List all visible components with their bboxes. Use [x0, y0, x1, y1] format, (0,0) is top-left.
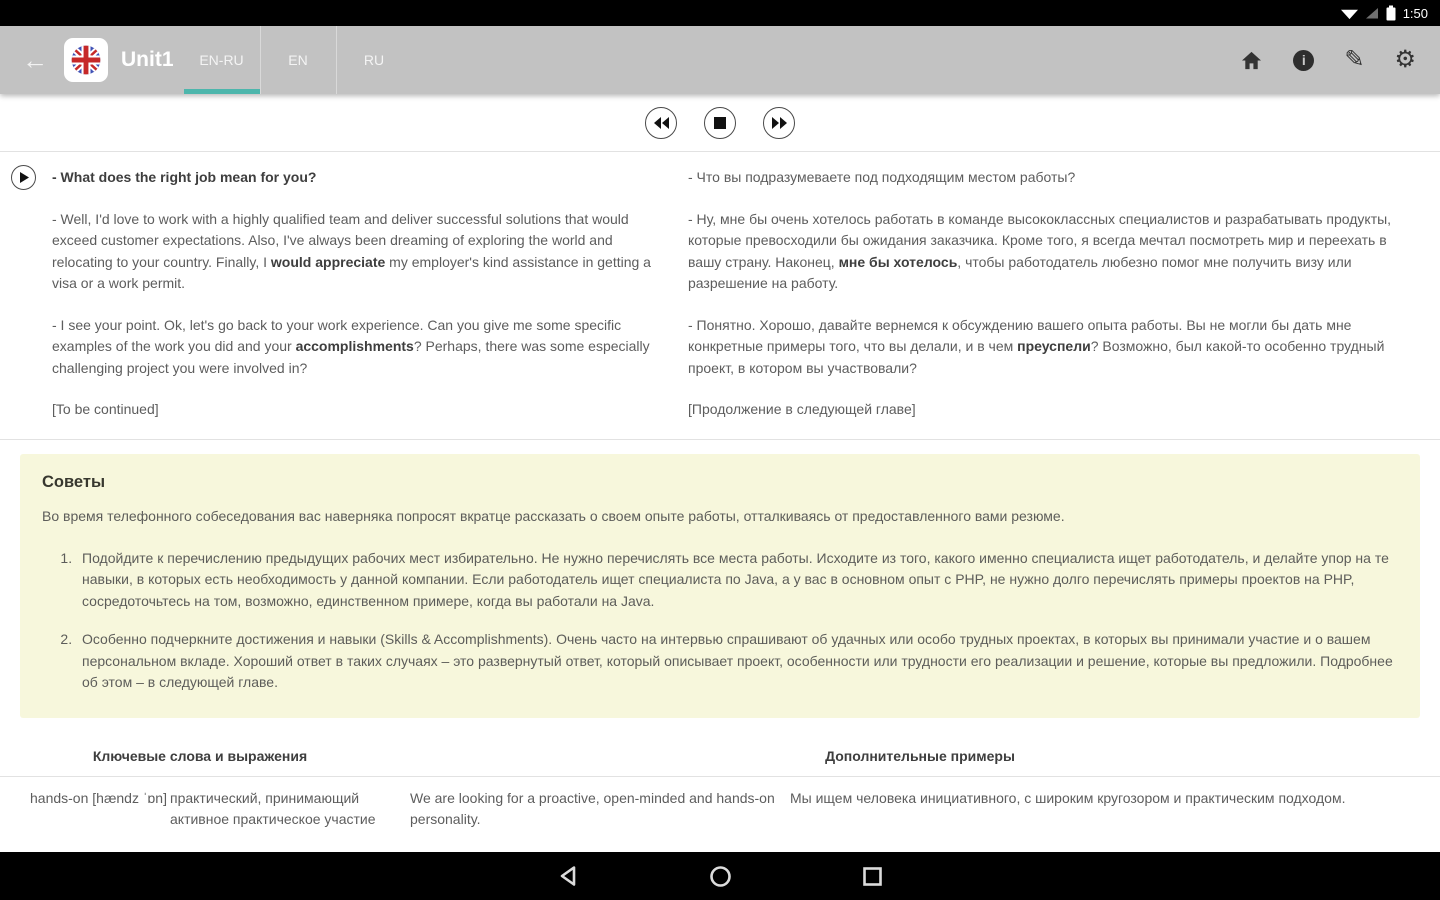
vocab-header-examples: Дополнительные примеры — [825, 747, 1015, 764]
question2-ru-keyword: преуспели — [1017, 338, 1091, 354]
dialogue-question-en: - What does the right job mean for you? — [52, 169, 317, 185]
wifi-icon — [1341, 6, 1358, 20]
tab-en[interactable] — [260, 26, 336, 94]
to-be-continued-en: [To be continued] — [52, 401, 159, 417]
answer-ru-text-end: , чтобы работодатель любезно помог мне получить визу или разрешение на работу. — [688, 253, 1352, 291]
table-row — [0, 777, 1440, 841]
dialogue-question2-en — [52, 315, 664, 380]
android-nav-bar — [0, 852, 1440, 900]
dialogue-grid — [52, 167, 1410, 421]
android-back-button[interactable] — [548, 865, 588, 887]
android-home-button[interactable] — [700, 865, 740, 888]
tab-en-ru[interactable] — [184, 26, 260, 94]
fast-forward-button[interactable] — [763, 107, 795, 139]
android-home-icon — [709, 865, 732, 888]
status-bar — [0, 0, 1440, 26]
play-icon — [19, 172, 29, 183]
tab-en-ru-label: EN-RU — [199, 52, 244, 68]
vocab-term: hands-on [hændz ˈɒn] — [30, 789, 167, 806]
vocab-example-en: We are looking for a proactive, open-minded and hands-on personality. — [410, 789, 775, 827]
tips-box — [20, 454, 1420, 718]
answer-ru-text: - Ну, мне бы очень хотелось работать в команде высококлассных специалистов и разрабатывать продукты, которые превосходили бы ожидания заказчика. Кроме того, я всегда мечтал посмотреть мир и переехать в вашу страну. Наконец, — [688, 210, 1392, 270]
vocab-translation: практический, принимающий активное практическое участие — [170, 789, 376, 827]
audio-player-controls — [0, 94, 1440, 151]
vocab-header-keywords: Ключевые слова и выражения — [92, 747, 308, 764]
answer-ru-keyword: мне бы хотелось — [838, 253, 958, 270]
question2-ru-text-end: ? Возможно, был какой-то особенно трудный проект, в котором вы участвовали? — [688, 338, 1385, 376]
divider — [0, 439, 1440, 440]
answer-en-text-end: my employer's kind assistance in getting a visa or a work permit. — [52, 253, 651, 291]
dialogue-answer-en — [52, 209, 664, 295]
android-recents-icon — [862, 866, 883, 887]
stop-button[interactable] — [704, 107, 736, 139]
battery-icon — [1386, 5, 1396, 21]
question2-en-keyword: accomplishments — [295, 338, 414, 354]
info-icon[interactable] — [1293, 50, 1314, 71]
app-toolbar — [0, 26, 1440, 94]
tab-en-label: EN — [288, 52, 308, 68]
fast-forward-icon — [772, 117, 787, 129]
app-logo — [64, 38, 108, 82]
page-title: Unit1 — [121, 48, 174, 71]
dialogue-question-ru: - Что вы подразумеваете под подходящим местом работы? — [688, 169, 1076, 185]
stop-icon — [714, 117, 726, 129]
tips-title: Советы — [42, 472, 106, 491]
settings-gear-icon[interactable]: ⚙ — [1394, 46, 1416, 73]
cellular-signal-icon — [1365, 7, 1379, 20]
tips-list — [34, 548, 1398, 694]
language-tabs — [184, 26, 412, 94]
to-be-continued-ru: [Продолжение в следующей главе] — [688, 401, 916, 417]
dialogue-section — [0, 152, 1440, 439]
vocabulary-header-row — [0, 738, 1440, 777]
back-arrow-icon[interactable]: ← — [22, 45, 48, 75]
tips-intro: Во время телефонного собеседования вас наверняка попросят вкратце рассказать о своем опыте работы, отталкиваясь от предоставленного вами резюме. — [42, 508, 1065, 524]
vocab-example-ru: Мы ищем человека инициативного, с широким кругозором и практическим подходом. — [790, 789, 1346, 806]
rewind-icon — [654, 117, 669, 129]
android-back-icon — [558, 865, 578, 887]
question2-ru-text: - Понятно. Хорошо, давайте вернемся к обсуждению вашего опыта работы. Вы не могли бы дать мне конкретные примеры того, что вы делали, и в чем — [688, 316, 1352, 354]
dialogue-question2-ru — [688, 315, 1410, 380]
vocabulary-table — [0, 738, 1440, 841]
android-recents-button[interactable] — [852, 866, 892, 887]
lesson-content — [0, 94, 1440, 852]
answer-en-keyword: would appreciate — [270, 253, 386, 270]
tips-item-2: 2. Особенно подчеркните достижения и навыки (Skills & Accomplishments). Очень часто на интервью спрашивают об удачных или особо трудных проектах, в которых вы принимали участие и о вашем персональном вкладе. Хороший ответ в таких случаях – это развернутый ответ, который описывает проект, особенности или трудности его реализации и решение, которые вы предложили. Подробнее об этом – в следующей главе. — [76, 629, 1398, 694]
tab-ru-label: RU — [363, 52, 385, 68]
tab-ru[interactable] — [336, 26, 412, 94]
question2-en-text-end: ? Perhaps, there was some especially challenging project you were involved in? — [52, 338, 650, 376]
tips-item-1: 1. Подойдите к перечислению предыдущих рабочих мест избирательно. Не нужно перечислять все места работы. Исходите из того, какого именно специалиста ищет работодатель, и делайте упор на те навыки, в которых есть необходимость у данной компании. Если работодатель ищет специалиста по Java, а у вас в основном опыт с PHP, не нужно долго перечислять примеры проектов на PHP, сосредоточьтесь на том, возможно, единственном примере, когда вы работали на Java. — [76, 548, 1398, 613]
toolbar-actions — [1240, 48, 1416, 72]
play-paragraph-button[interactable] — [11, 165, 36, 190]
home-icon[interactable] — [1240, 50, 1263, 71]
edit-pencil-icon[interactable]: ✎ — [1344, 46, 1365, 73]
dialogue-answer-ru — [688, 209, 1410, 295]
uk-flag-icon — [69, 43, 103, 77]
answer-en-text: - Well, I'd love to work with a highly qualified team and deliver successful solutions that would exceed customer expectations. Also, I've always been dreaming of exploring the world and relocating to your country. Finally, I — [52, 210, 629, 270]
status-time: 1:50 — [1402, 5, 1428, 21]
question2-en-text: - I see your point. Ok, let's go back to your work experience. Can you give me some specific examples of the work you did and your — [52, 316, 622, 354]
info-icon-glyph: i — [1293, 50, 1314, 71]
rewind-button[interactable] — [645, 107, 677, 139]
